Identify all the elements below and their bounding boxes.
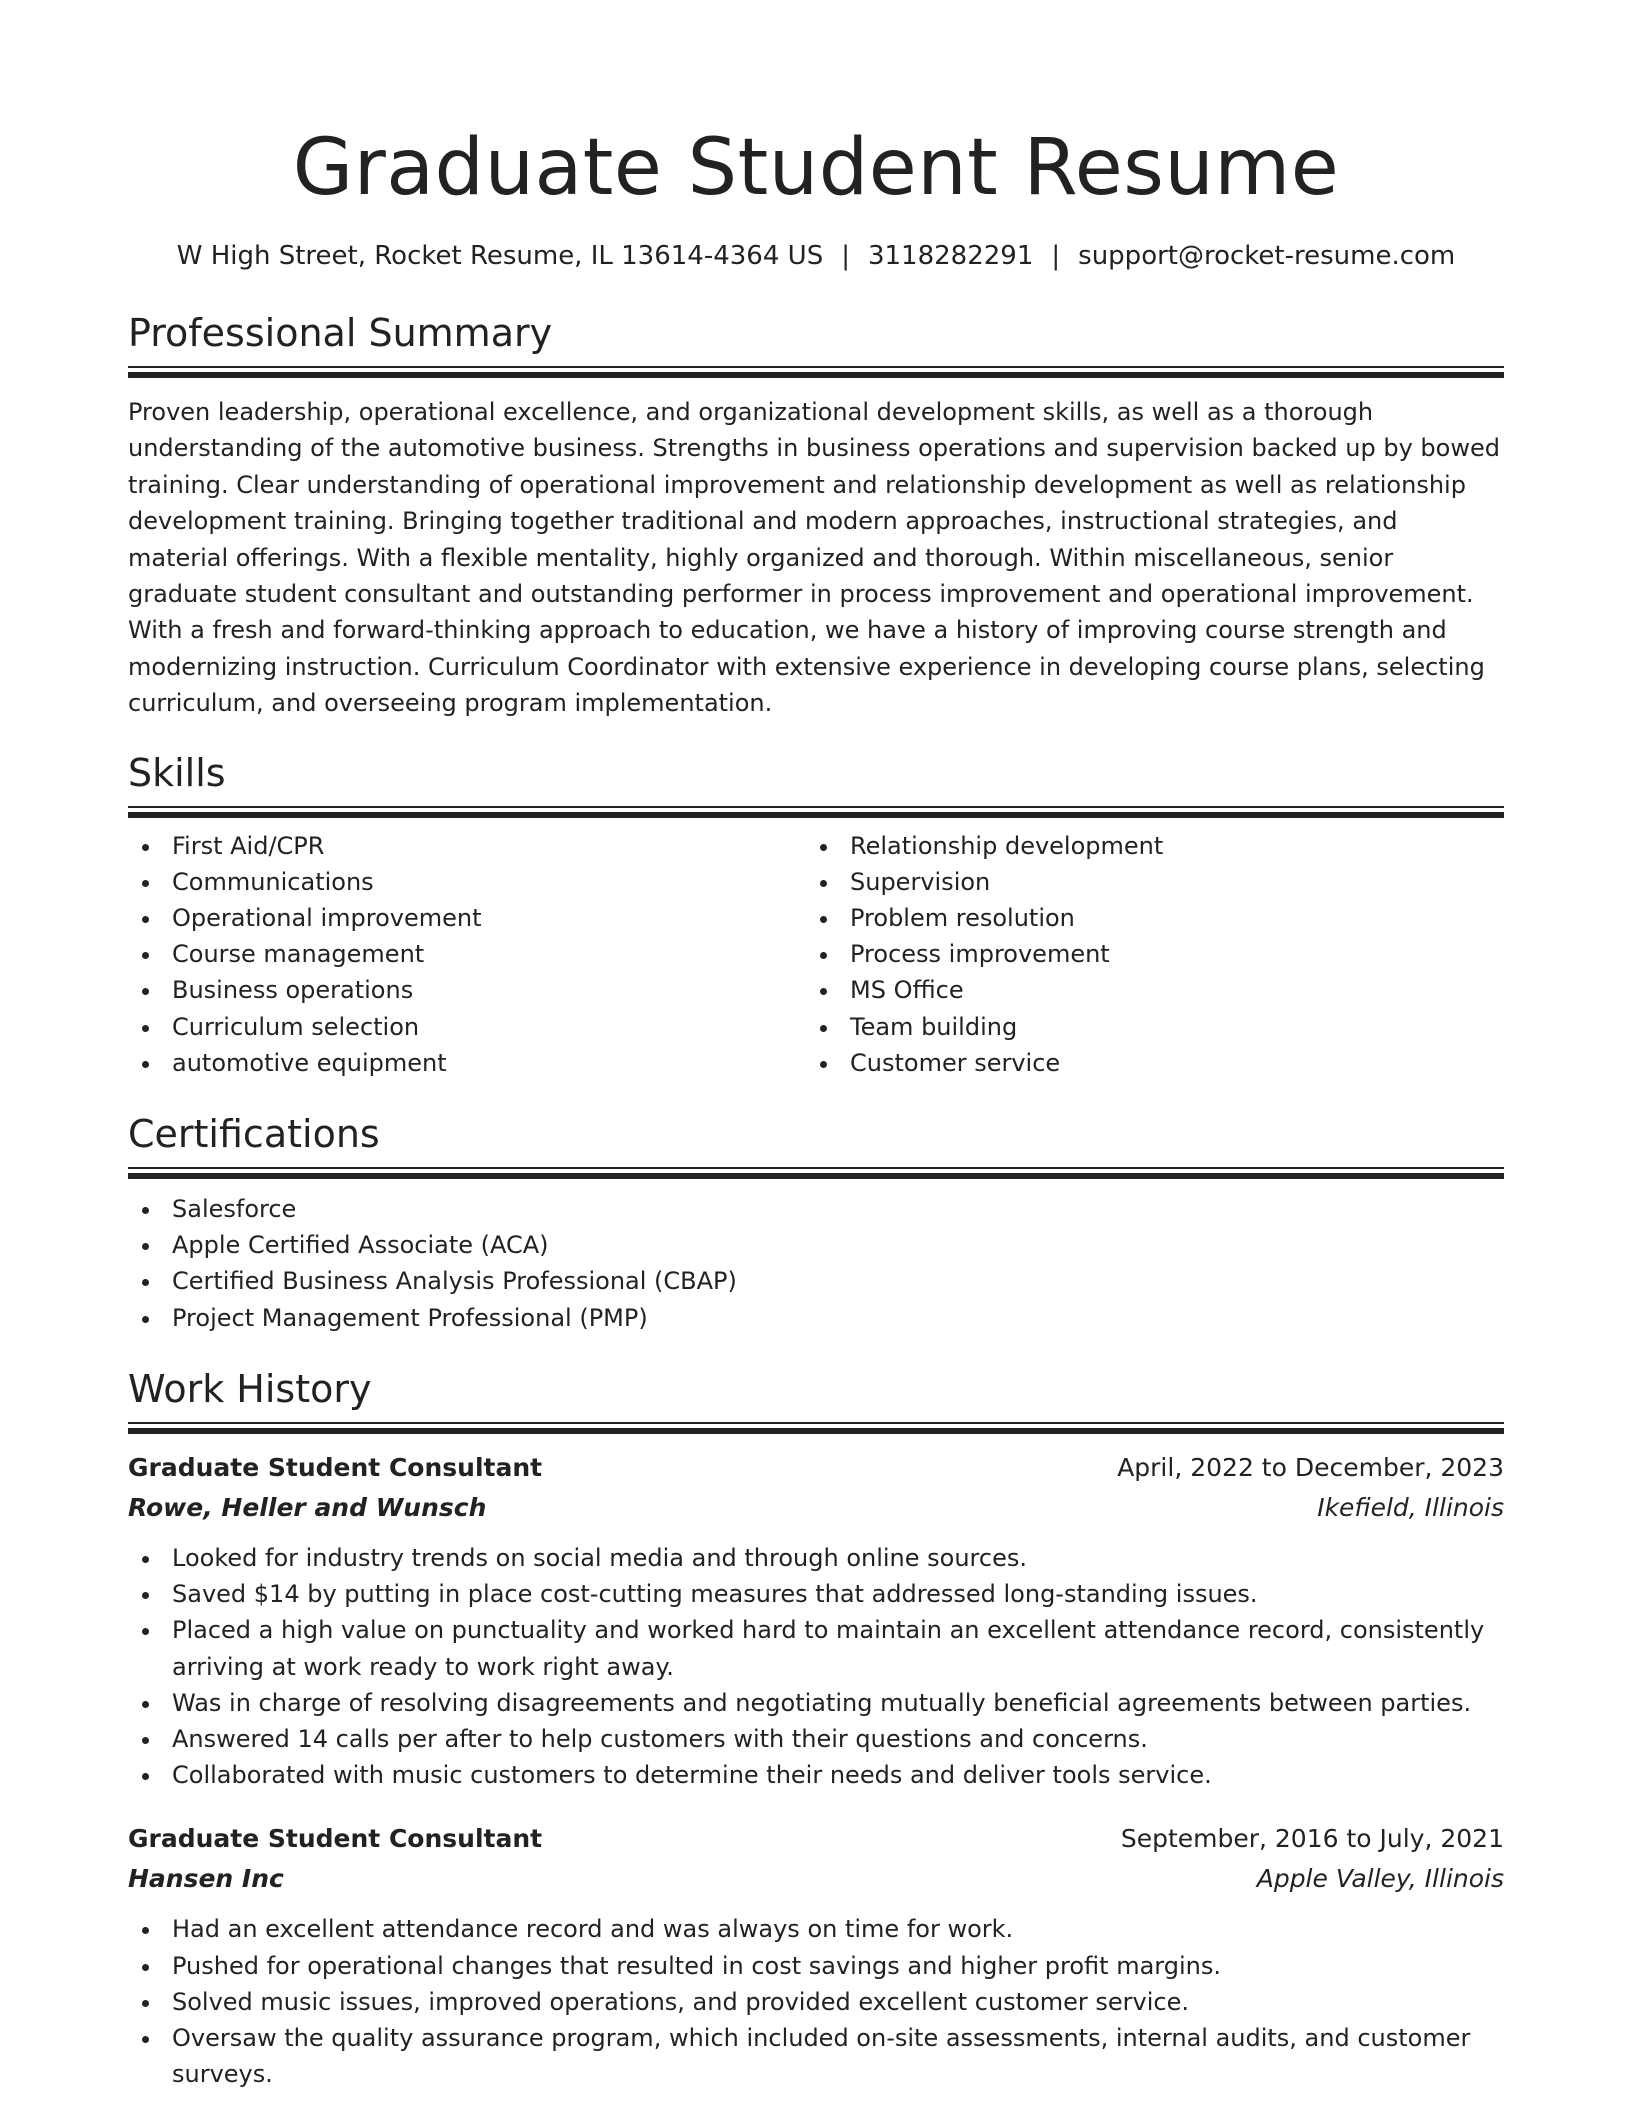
certification-item: Apple Certified Associate (ACA) (128, 1227, 1504, 1263)
job-location: Apple Valley, Illinois (1256, 1864, 1504, 1894)
resume-title: Graduate Student Resume (292, 123, 1340, 213)
skills-right-list (806, 828, 1484, 1081)
section-divider (128, 1422, 1504, 1434)
skill-item: Curriculum selection (128, 1009, 806, 1045)
job-header-row (128, 1819, 1504, 1859)
skill-item: Course management (128, 936, 806, 972)
certification-item: Certified Business Analysis Professional (CBAP) (128, 1263, 1504, 1299)
skill-item: First Aid/CPR (128, 828, 806, 864)
contact-separator: | (841, 241, 850, 271)
job-bullet: Solved music issues, improved operations, and provided excellent customer service. (128, 1984, 1504, 2020)
job-company-row (128, 1488, 1504, 1528)
contact-separator: | (1051, 241, 1061, 271)
job-bullet: Pushed for operational changes that resulted in cost savings and higher profit margins. (128, 1948, 1504, 1984)
job-bullet: Collaborated with music customers to determine their needs and deliver tools service. (128, 1757, 1504, 1793)
contact-line (128, 238, 1504, 274)
skill-item: Problem resolution (806, 900, 1484, 936)
skill-item: Process improvement (806, 936, 1484, 972)
contact-phone: 3118282291 (867, 241, 1034, 271)
job-bullet: Placed a high value on punctuality and worked hard to maintain an excellent attendance record, consistently arriving at work ready to work right away. (128, 1612, 1504, 1684)
job-company-row (128, 1859, 1504, 1899)
summary-text: Proven leadership, operational excellence, and organizational development skills, as well as a thorough understanding of the automotive business. Strengths in business operations and supervision backed up by bowed training. Clear understanding of operational improvement and relationship development as well as relationship development training. Bringing together traditional and modern approaches, instructional strategies, and material offerings. With a flexible mentality, highly organized and thorough. Within miscellaneous, senior graduate student consultant and outstanding performer in process improvement and operational improvement. With a fresh and forward-thinking approach to education, we have a history of improving course strength and modernizing instruction. Curriculum Coordinator with extensive experience in developing course plans, selecting curriculum, and overseeing program implementation. (128, 398, 1500, 718)
skill-item: MS Office (806, 972, 1484, 1008)
job-company: Rowe, Heller and Wunsch (128, 1492, 487, 1522)
certification-item: Salesforce (128, 1191, 1504, 1227)
summary-heading: Professional Summary (128, 311, 553, 355)
skills-left-list (128, 828, 806, 1081)
section-divider (128, 366, 1504, 378)
job-company: Hansen Inc (128, 1864, 284, 1894)
job-bullet: Saved $14 by putting in place cost-cutting measures that addressed long-standing issues. (128, 1576, 1504, 1612)
skill-item: Communications (128, 864, 806, 900)
certifications-section (128, 1109, 1504, 1336)
skills-section (128, 748, 1504, 1081)
job-bullet: Was in charge of resolving disagreements and negotiating mutually beneficial agreements between parties. (128, 1685, 1504, 1721)
section-divider (128, 806, 1504, 818)
skill-item: Customer service (806, 1045, 1484, 1081)
job-title: Graduate Student Consultant (128, 1452, 543, 1482)
skill-item: Business operations (128, 972, 806, 1008)
job-title: Graduate Student Consultant (128, 1824, 543, 1854)
summary-section (128, 308, 1504, 722)
contact-email: support@rocket-resume.com (1078, 241, 1456, 271)
skill-item: Supervision (806, 864, 1484, 900)
skill-item: Relationship development (806, 828, 1484, 864)
job-header-row (128, 1448, 1504, 1488)
job-bullets (128, 1911, 1504, 2092)
job-bullet: Had an excellent attendance record and was always on time for work. (128, 1911, 1504, 1947)
skill-item: Operational improvement (128, 900, 806, 936)
skill-item: automotive equipment (128, 1045, 806, 1081)
job-location: Ikefield, Illinois (1317, 1492, 1504, 1522)
job-bullets (128, 1540, 1504, 1793)
job-dates: September, 2016 to July, 2021 (1120, 1824, 1504, 1854)
skills-grid (128, 828, 1504, 1081)
job-bullet: Oversaw the quality assurance program, which included on-site assessments, internal audits, and customer surveys. (128, 2020, 1504, 2092)
work-history-heading: Work History (128, 1366, 372, 1411)
job-dates: April, 2022 to December, 2023 (1117, 1452, 1504, 1482)
section-divider (128, 1167, 1504, 1179)
job-bullet: Answered 14 calls per after to help customers with their questions and concerns. (128, 1721, 1504, 1757)
skill-item: Team building (806, 1009, 1484, 1045)
resume-page (128, 0, 1504, 2092)
job-entry (128, 1448, 1504, 1793)
certifications-heading: Certifications (128, 1112, 380, 1157)
job-entry (128, 1819, 1504, 2092)
job-bullet: Looked for industry trends on social media and through online sources. (128, 1540, 1504, 1576)
contact-address: W High Street, Rocket Resume, IL 13614-4364 US (176, 241, 824, 271)
skills-heading: Skills (128, 750, 226, 795)
certification-item: Project Management Professional (PMP) (128, 1300, 1504, 1336)
certifications-list (128, 1191, 1504, 1336)
work-history-section (128, 1364, 1504, 2092)
